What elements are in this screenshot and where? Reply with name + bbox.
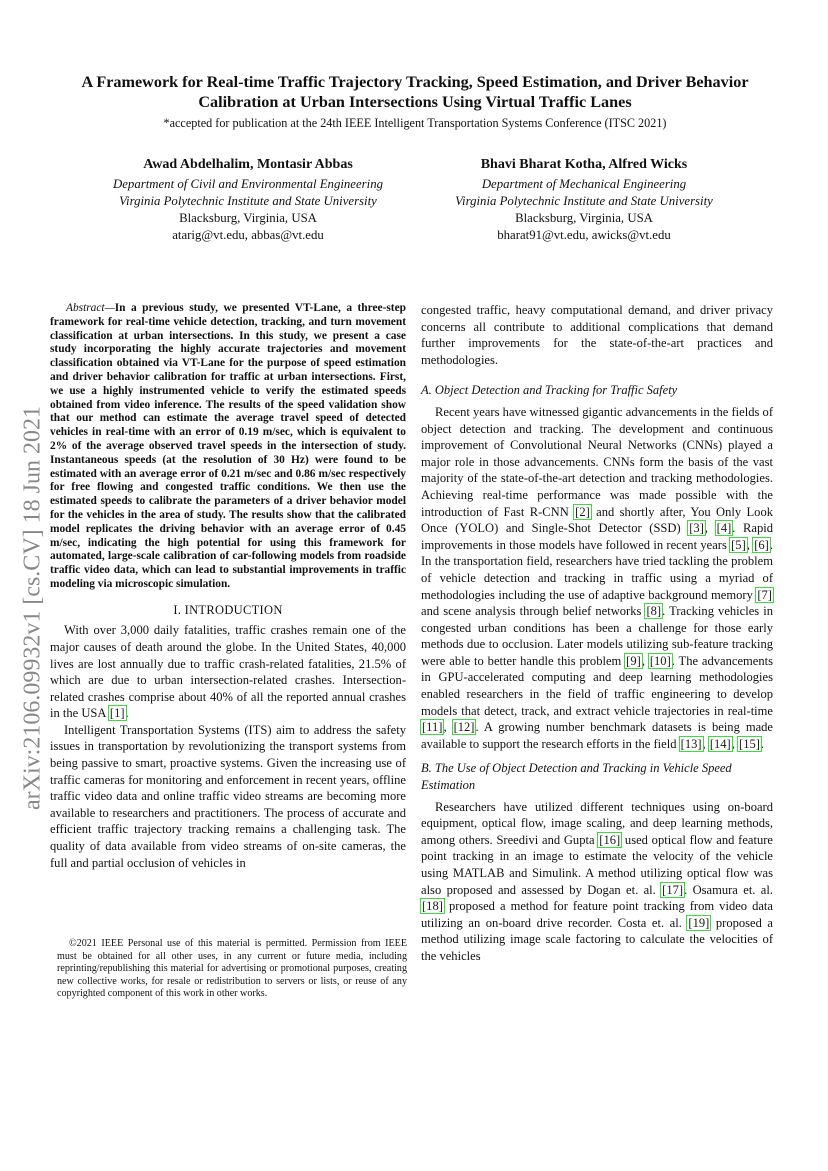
acceptance-note: *accepted for publication at the 24th IEEE Intelligent Transportation Systems Conference (ITSC 2021) (163, 116, 667, 130)
citation-link[interactable]: [14] (709, 736, 731, 751)
citation-link[interactable]: [19] (688, 915, 710, 930)
citation-link[interactable]: [5] (731, 537, 746, 552)
copyright-footnote: ©2021 IEEE Personal use of this material is permitted. Permission from IEEE must be obtained for all other uses, in any current or future media, including reprinting/republishing this material for advertising or promotional purposes, creating new collective works, for resale or redistribution to servers or lists, or reuse of any copyrighted component of this work in other works. (57, 938, 407, 1000)
citation-link[interactable]: [16] (599, 832, 621, 847)
section-heading-introduction: I. INTRODUCTION (173, 602, 283, 617)
author-department: Department of Mechanical Engineering (481, 177, 687, 191)
citation-link[interactable]: [9] (626, 653, 641, 668)
citation-link[interactable]: [7] (757, 587, 772, 602)
abstract: Abstract—In a previous study, we presented VT-Lane, a three-step framework for real-time vehicle detection, tracking, and turn movement classification at urban intersections. In this study, we present a case study incorporating the highly accurate trajectories and movement classification obtained via VT-Lane for the purpose of speed estimation and driver behavior calibration for traffic at urban intersections. First, we use a highly instrumented vehicle to verify the estimated speeds obtained from video inference. The results of the speed validation show that our method can estimate the average travel speed of detected vehicles in real-time with an error of 0.19 m/sec, which is equivalent to 2% of the average observed travel speeds in the intersection of study. Instantaneous speeds (at the resolution of 30 Hz) were found to be estimated with an average error of 0.21 m/sec and 0.86 m/sec respectively for free flowing and congested traffic conditions. We then use the estimated speeds to calibrate the parameters of a driver behavior model for the vehicles in the area of study. The results show that the calibrated model replicates the driving behavior with an average error of 0.45 m/sec, indicating the high potential for using this framework for automated, large-scale calibration of car-following models from roadside traffic video data, which can lead to substantial improvements in traffic modeling via microscopic simulation. (50, 302, 406, 590)
intro-paragraph-2: Intelligent Transportation Systems (ITS) aim to address the safety issues in transportation by revolutionizing the transport systems from being passive to smart, proactive systems. Given the increasing use of traffic cameras for monitoring and enforcement in recent years, offline traffic video data and online traffic video streams are becoming more available to researchers and practitioners. The process of accurate and efficient traffic trajectory tracking remains a challenging task. The quality of data available from video streams of on-site cameras, the full and partial occlusion of vehicles in (50, 722, 406, 870)
abstract-text: In a previous study, we presented VT-Lane, a three-step framework for real-time vehicle detection, tracking, and turn movement classification at urban intersections. In this study, we present a case study incorporating the highly accurate trajectories and movement classification obtained via VT-Lane for the purpose of speed estimation and driver behavior calibration for traffic at urban intersections. First, we use a highly instrumented vehicle to verify the estimated speeds obtained from video inference. The results of the speed validation show that our method can estimate the average travel speed of detected vehicles in real-time with an error of 0.19 m/sec, which is equivalent to 2% of the average observed travel speeds in the intersection of study. Instantaneous speeds (at the resolution of 30 Hz) were found to be estimated with an average error of 0.21 m/sec and 0.86 m/sec respectively for free flowing and congested traffic conditions. We then use the estimated speeds to calibrate the parameters of a driver behavior model for the vehicles in the area of study. The results show that the calibrated model replicates the driving behavior with an average error of 0.45 m/sec, indicating the high potential for using this framework for automated, large-scale calibration of car-following models from roadside traffic video data, which can lead to substantial improvements in traffic modeling via microscopic simulation. (50, 302, 406, 590)
author-location: Blacksburg, Virginia, USA (179, 211, 317, 225)
citation-link[interactable]: [11] (422, 720, 443, 735)
citation-link[interactable]: [1] (109, 706, 125, 721)
citation-link[interactable]: [6] (754, 537, 769, 552)
left-column (50, 302, 406, 871)
subsection-heading-a: A. Object Detection and Tracking for Traffic Safety (421, 383, 678, 398)
author-location: Blacksburg, Virginia, USA (515, 211, 653, 225)
author-university: Virginia Polytechnic Institute and State University (119, 194, 377, 208)
citation-link[interactable]: [4] (716, 521, 732, 536)
section-a-paragraph: Recent years have witnessed gigantic advancements in the fields of object detection and tracking. The development and continuous improvement of Convolutional Neural Networks (CNNs) played a major role in those advancements. CNNs form the basis of the vast majority of the state-of-the-art detection and tracking methodologies. Achieving real-time performance was made possible with the introduction of Fast R-CNN [2] and shortly after, You Only Look Once (YOLO) and Single-Shot Detector (SSD) [3], [4]. Rapid improvements in those models have followed in recent years [5], [6]. In the transportation field, researchers have tried tackling the problem of vehicle detection and tracking in traffic using a myriad of methodologies including the use of adaptive background memory [7] and scene analysis through belief networks [8]. Tracking vehicles in congested urban conditions has been a challenge for those early methods due to occlusion. Later models utilizing sub-feature tracking were able to better handle this problem [9], [10]. The advancements in GPU-accelerated computing and deep learning methodologies enabled researchers in the field of traffic engineering to develop models that detect, track, and extract vehicle trajectories in real-time [11], [12]. A growing number benchmark datasets is being made available to support the research efforts in the field [13], [14], [15]. (421, 404, 774, 751)
citation-link[interactable]: [2] (575, 504, 590, 519)
author-block-2 (424, 156, 744, 244)
author-department: Department of Civil and Environmental Engineering (113, 177, 383, 191)
intro-paragraph-continued: congested traffic, heavy computational demand, and driver privacy concerns all contribute to additional complications that demand further improvements for the state-of-the-art practices and methodologies. (421, 303, 773, 367)
citation-link[interactable]: [3] (689, 521, 704, 536)
abstract-label: Abstract (66, 302, 105, 314)
citation-link[interactable]: [10] (649, 653, 671, 668)
citation-link[interactable]: [13] (680, 736, 702, 751)
citation-link[interactable]: [15] (739, 736, 760, 751)
right-column (421, 302, 773, 965)
arxiv-identifier[interactable]: arXiv:2106.09932v1 [cs.CV] 18 Jun 2021 (19, 406, 46, 810)
author-university: Virginia Polytechnic Institute and State University (455, 194, 713, 208)
section-b-paragraph: Researchers have utilized different techniques using on-board equipment, optical flow, image scaling, and deep learning methods, among others. Sreedivi and Gupta [16] used optical flow and feature point tracking in an image to estimate the velocity of the vehicle using MATLAB and Simulink. A method utilizing optical flow was also proposed and assessed by Dogan et. al. [17]. Osamura et. al. [18] proposed a method for feature point tracking from video data utilizing an on-board drive recorder. Costa et. al. [19] proposed a method utilizing image scale factoring to calculate the velocities of the vehicles (421, 799, 773, 963)
author-emails: bharat91@vt.edu, awicks@vt.edu (497, 228, 671, 242)
author-names: Awad Abdelhalim, Montasir Abbas (143, 157, 353, 172)
author-block-1 (88, 156, 408, 244)
citation-link[interactable]: [8] (646, 604, 662, 619)
paper-title: A Framework for Real-time Traffic Trajectory Tracking, Speed Estimation, and Driver Behavior Calibration at Urban Intersections Using Virtual Traffic Lanes (81, 73, 749, 111)
citation-link[interactable]: [18] (422, 899, 443, 914)
citation-link[interactable]: [12] (453, 720, 475, 735)
intro-paragraph-1: With over 3,000 daily fatalities, traffic crashes remain one of the major causes of death around the globe. In the United States, 40,000 lives are lost annually due to traffic crash-related fatalities, 21.5% of which are due to urban intersection-related crashes. Intersection-related crashes comprise about 40% of all the reported annual crashes in the USA [1]. (50, 623, 406, 721)
subsection-heading-b: B. The Use of Object Detection and Tracking in Vehicle Speed Estimation (421, 761, 732, 793)
author-emails: atarig@vt.edu, abbas@vt.edu (172, 228, 324, 242)
arxiv-sidebar (18, 368, 48, 848)
author-names: Bhavi Bharat Kotha, Alfred Wicks (480, 157, 688, 172)
citation-link[interactable]: [17] (662, 882, 684, 897)
